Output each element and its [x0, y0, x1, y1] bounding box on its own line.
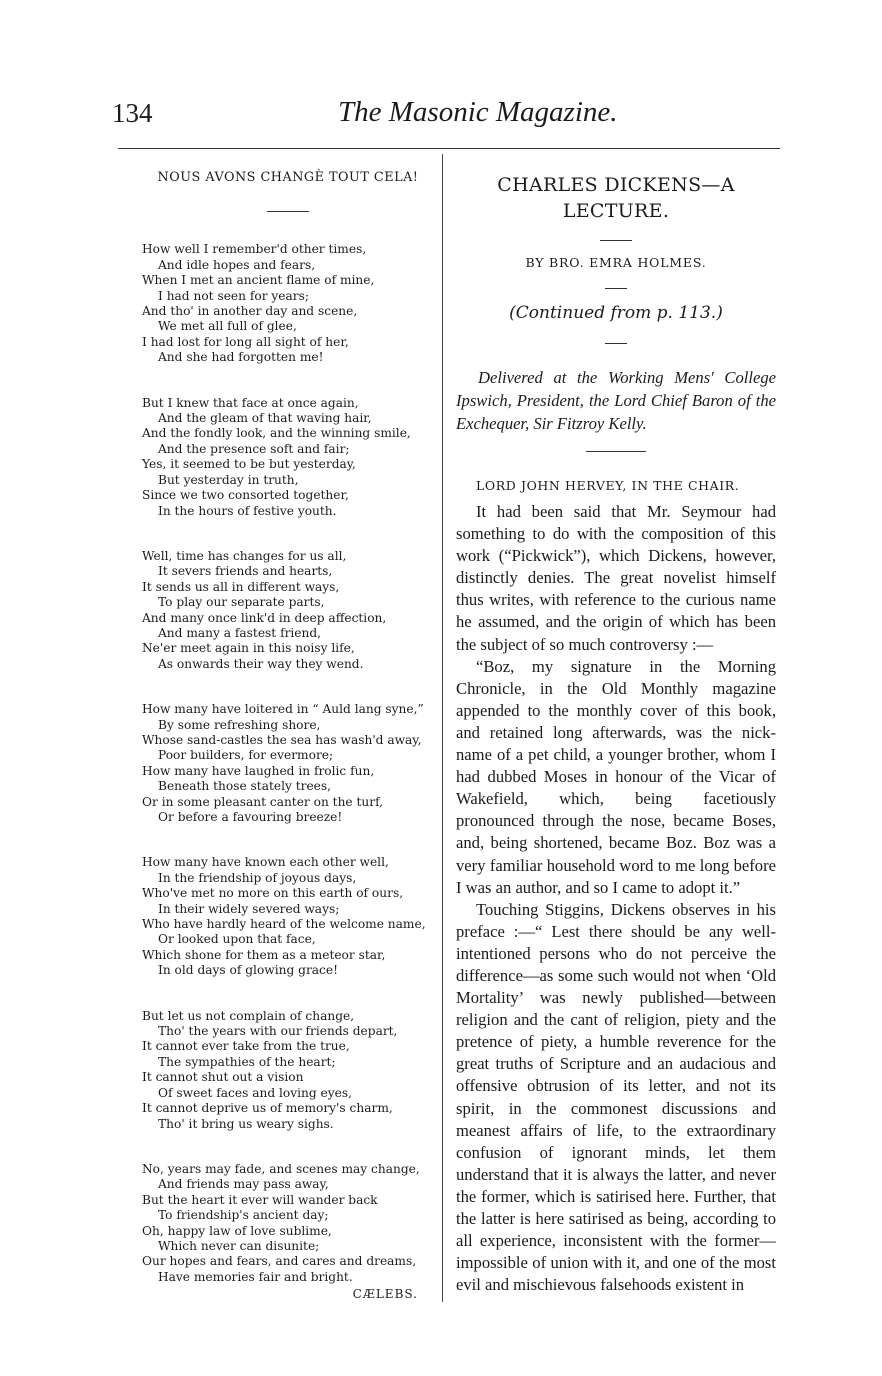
poem-line: And the gleam of that waving hair,: [158, 411, 372, 426]
poem-line: Well, time has changes for us all,: [142, 548, 347, 563]
poem-line: To play our separate parts,: [158, 595, 325, 610]
poem-stanza-6: [142, 1009, 434, 1132]
poem-line: But yesterday in truth,: [158, 472, 299, 487]
poem-signature: CÆLEBS.: [352, 1287, 418, 1302]
poem-line: How many have known each other well,: [142, 855, 389, 870]
poem-line: Whose sand-castles the sea has wash'd away,: [142, 732, 422, 747]
poem-line: And friends may pass away,: [158, 1177, 329, 1192]
delivered-rule: [586, 451, 646, 452]
poem-line: It cannot shut out a vision: [142, 1070, 304, 1085]
poem-line: Which never can disunite;: [158, 1238, 320, 1253]
title-rule: [600, 240, 632, 241]
poem-line: To friendship's ancient day;: [158, 1208, 329, 1223]
continued-rule: [605, 343, 627, 344]
poem-line: And idle hopes and fears,: [158, 257, 316, 272]
poem-stanza-4: [142, 702, 434, 825]
poem-line: It severs friends and hearts,: [158, 564, 333, 579]
poem-line: Since we two consorted together,: [142, 488, 349, 503]
article-column: [456, 172, 776, 1296]
poem-line: As onwards their way they wend.: [158, 656, 364, 671]
poem-line: In the hours of festive youth.: [158, 503, 337, 518]
poem-line: Oh, happy law of love sublime,: [142, 1223, 332, 1238]
poem-line: In the friendship of joyous days,: [158, 870, 357, 885]
chair-note: LORD JOHN HERVEY, IN THE CHAIR.: [476, 478, 740, 493]
running-title: The Masonic Magazine.: [338, 96, 618, 128]
poem-line: It cannot ever take from the true,: [142, 1039, 350, 1054]
poem-line: And many once link'd in deep affection,: [142, 610, 387, 625]
article-title-line-2: LECTURE.: [562, 200, 670, 222]
poem-line: It sends us all in different ways,: [142, 579, 340, 594]
poem-title-rule: [267, 211, 309, 212]
poem-line: It cannot deprive us of memory's charm,: [142, 1101, 393, 1116]
poem-stanza-3: [142, 549, 434, 672]
poem-stanza-7: [142, 1162, 434, 1285]
delivered-note: Delivered at the Working Mens' College Ipswich, President, the Lord Chief Baron of the Exchequer, Sir Fitzroy Kelly.: [456, 368, 776, 433]
poem-line: And the fondly look, and the winning smile,: [142, 426, 411, 441]
continued-note: (Continued from p. 113.): [509, 303, 723, 323]
poem-line: How many have laughed in frolic fun,: [142, 763, 375, 778]
article-byline: BY BRO. EMRA HOLMES.: [525, 255, 707, 270]
article-paragraph: Touching Stiggins, Dickens observes in his preface :—“ Lest there should be any well-intentioned persons who do not perceive the difference—as some such would not when ‘Old Mortality’ was newly published—between religion and the cant of religion, piety and the pretence of piety, a humble reverence for the great truths of Scripture and an audacious and offensive obtrusion of its letter, and not its spirit, in the commonest discussions and meanest affairs of life, to the extraordinary confusion of ignorant minds, let them understand that it is always the latter, and never the former, which is satirised here. Further, that the latter is here satirised as being, according to all experience, inconsistent with the former—impossible of union with it, and one of the most evil and mischievous falsehoods existent in: [456, 899, 776, 1295]
poem-line: And the presence soft and fair;: [158, 441, 350, 456]
poem-line: Or looked upon that face,: [158, 932, 316, 947]
poem-line: Which shone for them as a meteor star,: [142, 947, 386, 962]
poem-line: Yes, it seemed to be but yesterday,: [142, 457, 356, 472]
column-divider: [442, 154, 443, 1302]
byline-rule: [605, 288, 627, 289]
poem-line: Of sweet faces and loving eyes,: [158, 1085, 352, 1100]
poem-line: Beneath those stately trees,: [158, 779, 332, 794]
poem-line: Have memories fair and bright.: [158, 1269, 353, 1284]
poem-line: Or in some pleasant canter on the turf,: [142, 794, 384, 809]
poem-line: And many a fastest friend,: [158, 625, 322, 640]
poem-line: No, years may fade, and scenes may change,: [142, 1161, 420, 1176]
poem-line: How many have loitered in “ Auld lang syne,”: [142, 702, 424, 717]
poem-line: Tho' it bring us weary sighs.: [158, 1116, 334, 1131]
poem-line: Ne'er meet again in this noisy life,: [142, 641, 355, 656]
page-header: [112, 96, 792, 136]
poem-line: When I met an ancient flame of mine,: [142, 273, 375, 288]
article-title-line-1: CHARLES DICKENS—A: [497, 174, 735, 196]
poem-title: NOUS AVONS CHANGÈ TOUT CELA!: [157, 170, 419, 185]
poem-line: By some refreshing shore,: [158, 717, 321, 732]
poem-line: But the heart it ever will wander back: [142, 1192, 378, 1207]
poem-stanza-1: [142, 242, 434, 365]
poem-line: And tho' in another day and scene,: [142, 304, 358, 319]
poem-line: In their widely severed ways;: [158, 901, 340, 916]
poem-line: How well I remember'd other times,: [142, 242, 367, 257]
poem-line: Who have hardly heard of the welcome name,: [142, 917, 426, 932]
article-paragraph: It had been said that Mr. Seymour had something to do with the composition of this work (“Pickwick”), which Dickens, however, distinctly denies. The great novelist himself thus writes, with reference to the curious name he assumed, and the origin of which has been the subject of so much controversy :—: [456, 502, 776, 654]
poem-line: Our hopes and fears, and cares and dreams,: [142, 1254, 417, 1269]
poem-line: I had lost for long all sight of her,: [142, 334, 349, 349]
poem-line: Or before a favouring breeze!: [158, 810, 343, 824]
page-number: 134: [112, 98, 153, 128]
poem-stanza-2: [142, 396, 434, 519]
poem-stanza-5: [142, 855, 434, 978]
header-rule: [118, 148, 780, 149]
poem-line: Who've met no more on this earth of ours,: [142, 886, 404, 901]
article-paragraph: “Boz, my signature in the Morning Chronicle, in the Old Monthly magazine appended to the monthly cover of this book, and retained long afterwards, was the nick-name of a pet child, a younger brother, whom I had dubbed Moses in honour of the Vicar of Wakefield, which, being facetiously pronounced through the nose, became Boses, and, being shortened, became Boz. Boz was a very familiar household word to me long before I was an author, and so I came to adopt it.”: [456, 656, 776, 897]
poem-line: In old days of glowing grace!: [158, 963, 338, 978]
poem-line: I had not seen for years;: [158, 288, 309, 303]
poem-line: Tho' the years with our friends depart,: [158, 1024, 398, 1039]
poem-line: And she had forgotten me!: [158, 350, 324, 365]
poem-line: Poor builders, for evermore;: [158, 748, 334, 763]
poem-line: But let us not complain of change,: [142, 1008, 355, 1023]
poem-column: [142, 164, 434, 1303]
poem-line: But I knew that face at once again,: [142, 395, 359, 410]
poem-line: We met all full of glee,: [158, 319, 297, 334]
poem-line: The sympathies of the heart;: [158, 1054, 336, 1069]
